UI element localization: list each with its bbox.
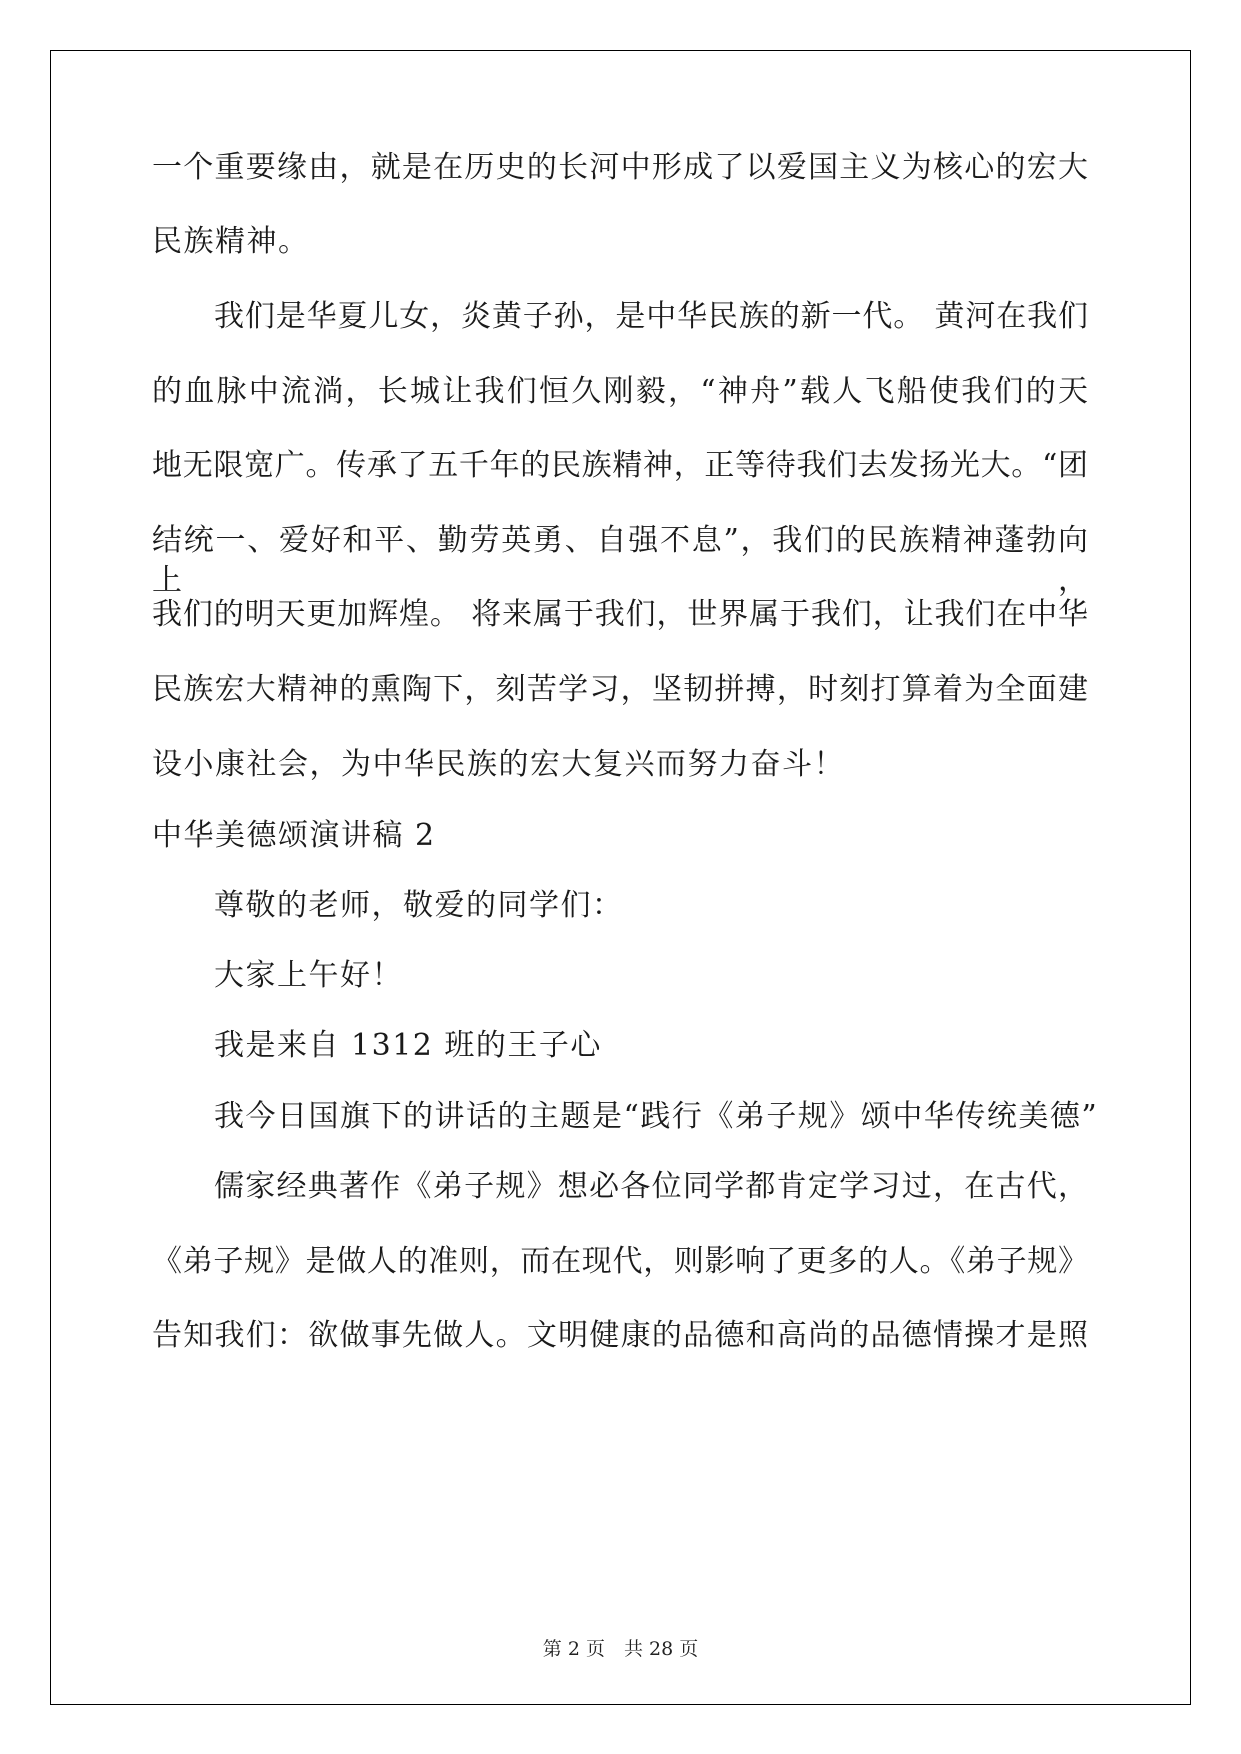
body-line-5: 地无限宽广。传承了五千年的民族精神，正等待我们去发扬光大。“团 — [152, 448, 1088, 483]
page-footer: 第 2 页 共 28 页 — [542, 1638, 699, 1660]
body-line-1: 一个重要缘由，就是在历史的长河中形成了以爱国主义为核心的宏大 — [152, 150, 1088, 185]
body-line-16: 《弟子规》是做人的准则，而在现代，则影响了更多的人。《弟子规》 — [152, 1244, 1088, 1279]
body-line-6: 结统一、爱好和平、勤劳英勇、自强不息”，我们的民族精神蓬勃向上， — [152, 523, 1088, 598]
body-line-17: 告知我们：欲做事先做人。文明健康的品德和高尚的品德情操才是照 — [152, 1318, 1088, 1353]
section-heading: 中华美德颂演讲稿 2 — [152, 818, 436, 853]
self-introduction: 我是来自 1312 班的王子心 — [214, 1028, 602, 1063]
body-line-15: 儒家经典著作《弟子规》想必各位同学都肯定学习过，在古代， — [214, 1169, 1088, 1204]
speech-topic: 我今日国旗下的讲话的主题是“践行《弟子规》颂中华传统美德” — [214, 1099, 1099, 1134]
body-line-2: 民族精神。 — [152, 224, 310, 259]
body-line-4: 的血脉中流淌，长城让我们恒久刚毅，“神舟”载人飞船使我们的天 — [152, 374, 1088, 409]
body-line-9: 设小康社会，为中华民族的宏大复兴而努力奋斗！ — [152, 747, 845, 782]
salutation: 尊敬的老师，敬爱的同学们： — [214, 888, 624, 923]
greeting: 大家上午好！ — [214, 958, 403, 993]
body-line-3: 我们是华夏儿女，炎黄子孙，是中华民族的新一代。 黄河在我们 — [214, 299, 1088, 334]
body-line-7: 我们的明天更加辉煌。 将来属于我们，世界属于我们，让我们在中华 — [152, 597, 1088, 632]
body-line-8: 民族宏大精神的熏陶下，刻苦学习，坚韧拼搏，时刻打算着为全面建 — [152, 672, 1088, 707]
